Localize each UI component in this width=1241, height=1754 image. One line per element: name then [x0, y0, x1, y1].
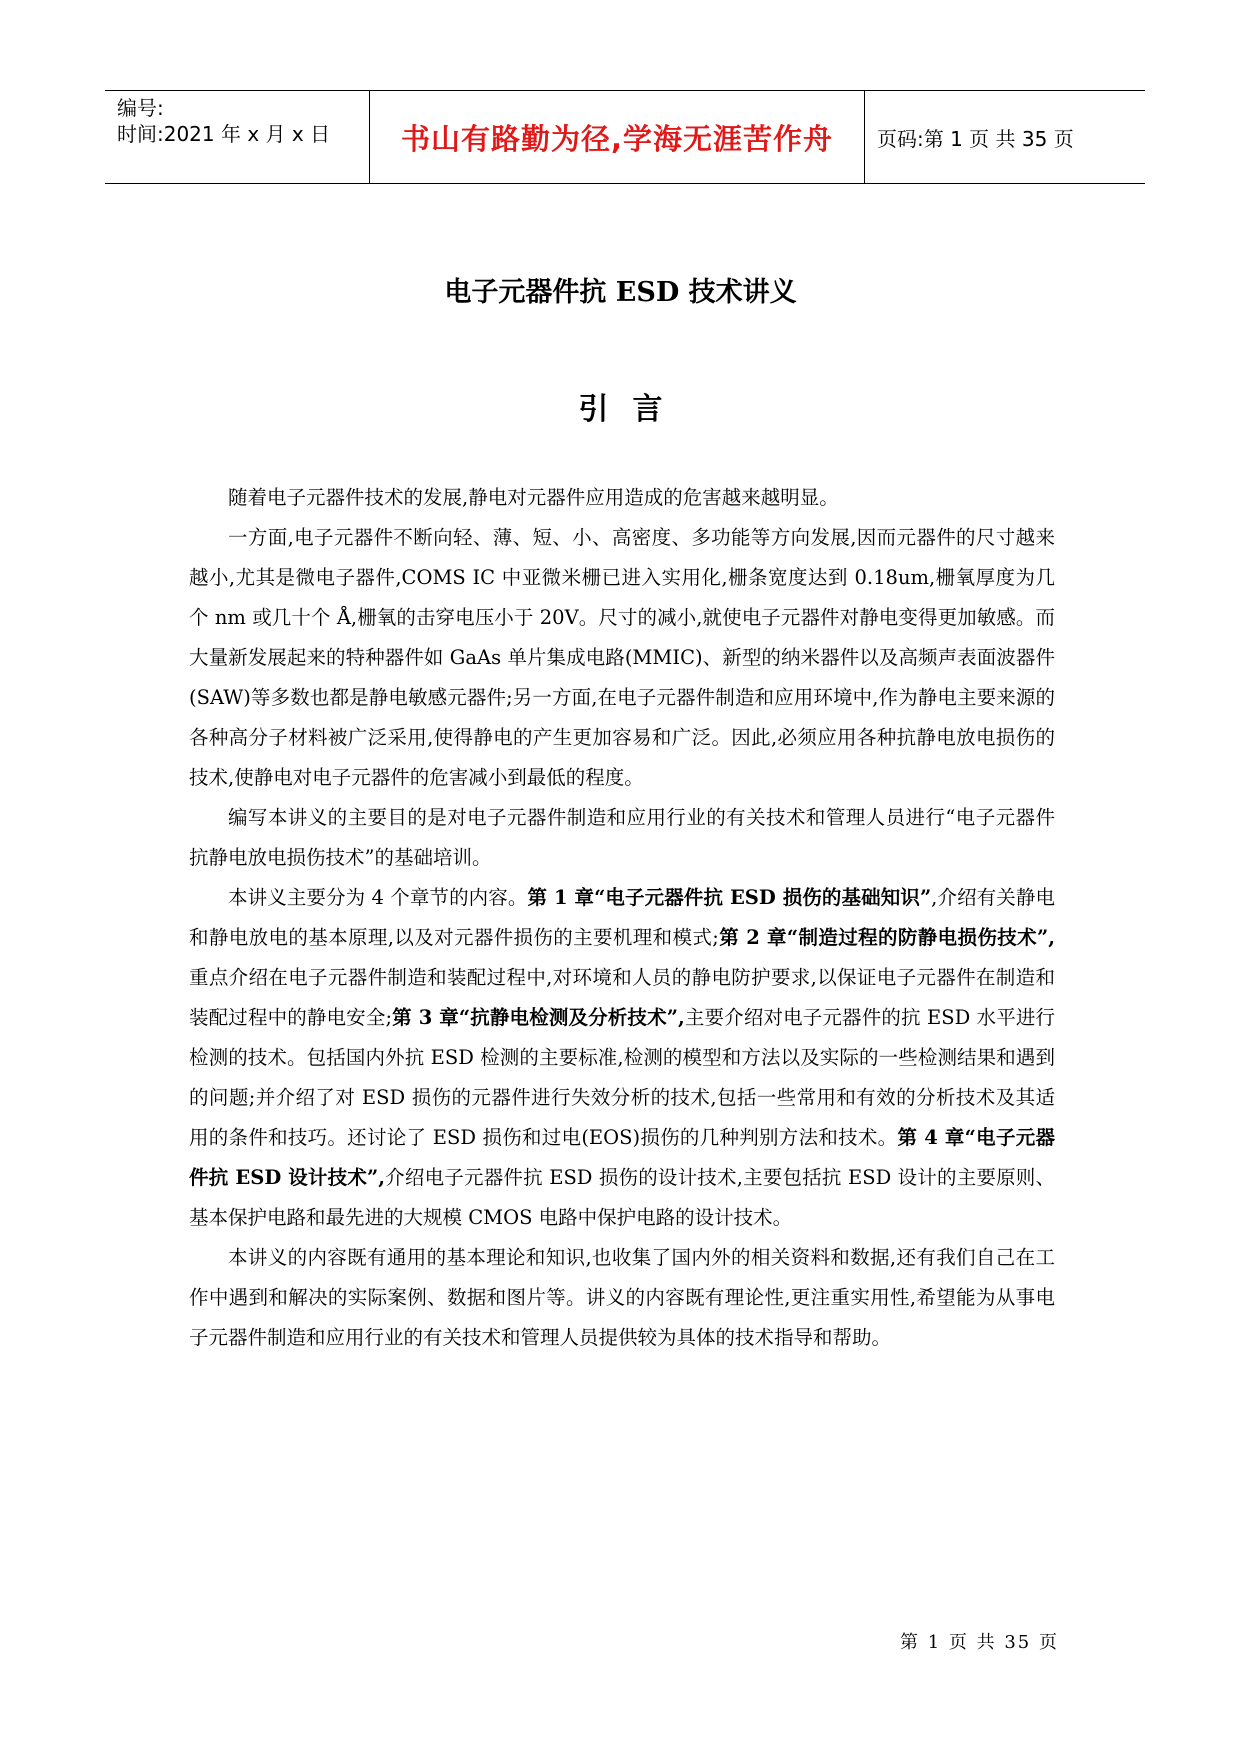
p4-chapter-3-desc: 主要介绍对电子元器件的抗 ESD 水平进行检测的技术。包括国内外抗 ESD 检测的主要标准,检测的模型和方法以及实际的一些检测结果和遇到的问题;并介绍了对 ESD 损伤的元器件进行失效分析的技术,包括一些常用和有效的分析技术及其适用的条件和技巧。还讨论了 ESD 损伤和过电(EOS)损伤的几种判别方法和技术。	[189, 1006, 1055, 1149]
header-motto: 书山有路勤为径,学海无涯苦作舟	[369, 91, 865, 183]
document-body	[189, 478, 1055, 1358]
p4-chapter-1-desc: ,介绍有关静电和静电放电的基本原理,以及对元器件损伤的主要机理和模式;	[189, 886, 1055, 949]
paragraph-5: 本讲义的内容既有通用的基本理论和知识,也收集了国内外的相关资料和数据,还有我们自己在工作中遇到和解决的实际案例、数据和图片等。讲义的内容既有理论性,更注重实用性,希望能为从事电子元器件制造和应用行业的有关技术和管理人员提供较为具体的技术指导和帮助。	[189, 1246, 1055, 1349]
paragraph-2: 一方面,电子元器件不断向轻、薄、短、小、高密度、多功能等方向发展,因而元器件的尺寸越来越小,尤其是微电子器件,COMS IC 中亚微米栅已进入实用化,栅条宽度达到 0.18um,栅氧厚度为几个 nm 或几十个 Å,栅氧的击穿电压小于 20V。尺寸的减小,就使电子元器件对静电变得更加敏感。而大量新发展起来的特种器件如 GaAs 单片集成电路(MMIC)、新型的纳米器件以及高频声表面波器件(SAW)等多数也都是静电敏感元器件;另一方面,在电子元器件制造和应用环境中,作为静电主要来源的各种高分子材料被广泛采用,使得静电的产生更加容易和广泛。因此,必须应用各种抗静电放电损伤的技术,使静电对电子元器件的危害减小到最低的程度。	[189, 526, 1055, 789]
section-title: 引言	[578, 392, 687, 427]
chapter-1-title: 第 1 章“电子元器件抗 ESD 损伤的基础知识”	[527, 886, 932, 909]
header-meta	[105, 91, 368, 183]
paragraph-1: 随着电子元器件技术的发展,静电对元器件应用造成的危害越来越明显。	[228, 486, 839, 509]
number-label: 编号:	[117, 96, 164, 120]
p4-chapter-2-desc: 重点介绍在电子元器件制造和装配过程中,对环境和人员的静电防护要求,以保证电子元器件在制造和装配过程中的静电安全;	[189, 966, 1055, 1029]
chapter-2-title: 第 2 章“制造过程的防静电损伤技术”,	[718, 926, 1055, 949]
chapter-3-title: 第 3 章“抗静电检测及分析技术”,	[392, 1006, 685, 1029]
paragraph-3: 编写本讲义的主要目的是对电子元器件制造和应用行业的有关技术和管理人员进行“电子元器件抗静电放电损伤技术”的基础培训。	[189, 806, 1055, 869]
time-label: 时间:2021 年 x 月 x 日	[117, 122, 331, 146]
page-header	[105, 90, 1145, 184]
paragraph-4	[189, 878, 1055, 1238]
document-title: 电子元器件抗 ESD 技术讲义	[444, 277, 797, 308]
chapter-4-title: 第 4 章“电子元器件抗 ESD 设计技术”,	[189, 1126, 1055, 1189]
p4-intro: 本讲义主要分为 4 个章节的内容。	[228, 886, 528, 909]
p4-chapter-4-desc: 介绍电子元器件抗 ESD 损伤的设计技术,主要包括抗 ESD 设计的主要原则、基本保护电路和最先进的大规模 CMOS 电路中保护电路的设计技术。	[189, 1166, 1055, 1229]
header-page-info: 页码:第 1 页 共 35 页	[877, 126, 1074, 151]
page-footer: 第 1 页 共 35 页	[900, 1632, 1059, 1653]
